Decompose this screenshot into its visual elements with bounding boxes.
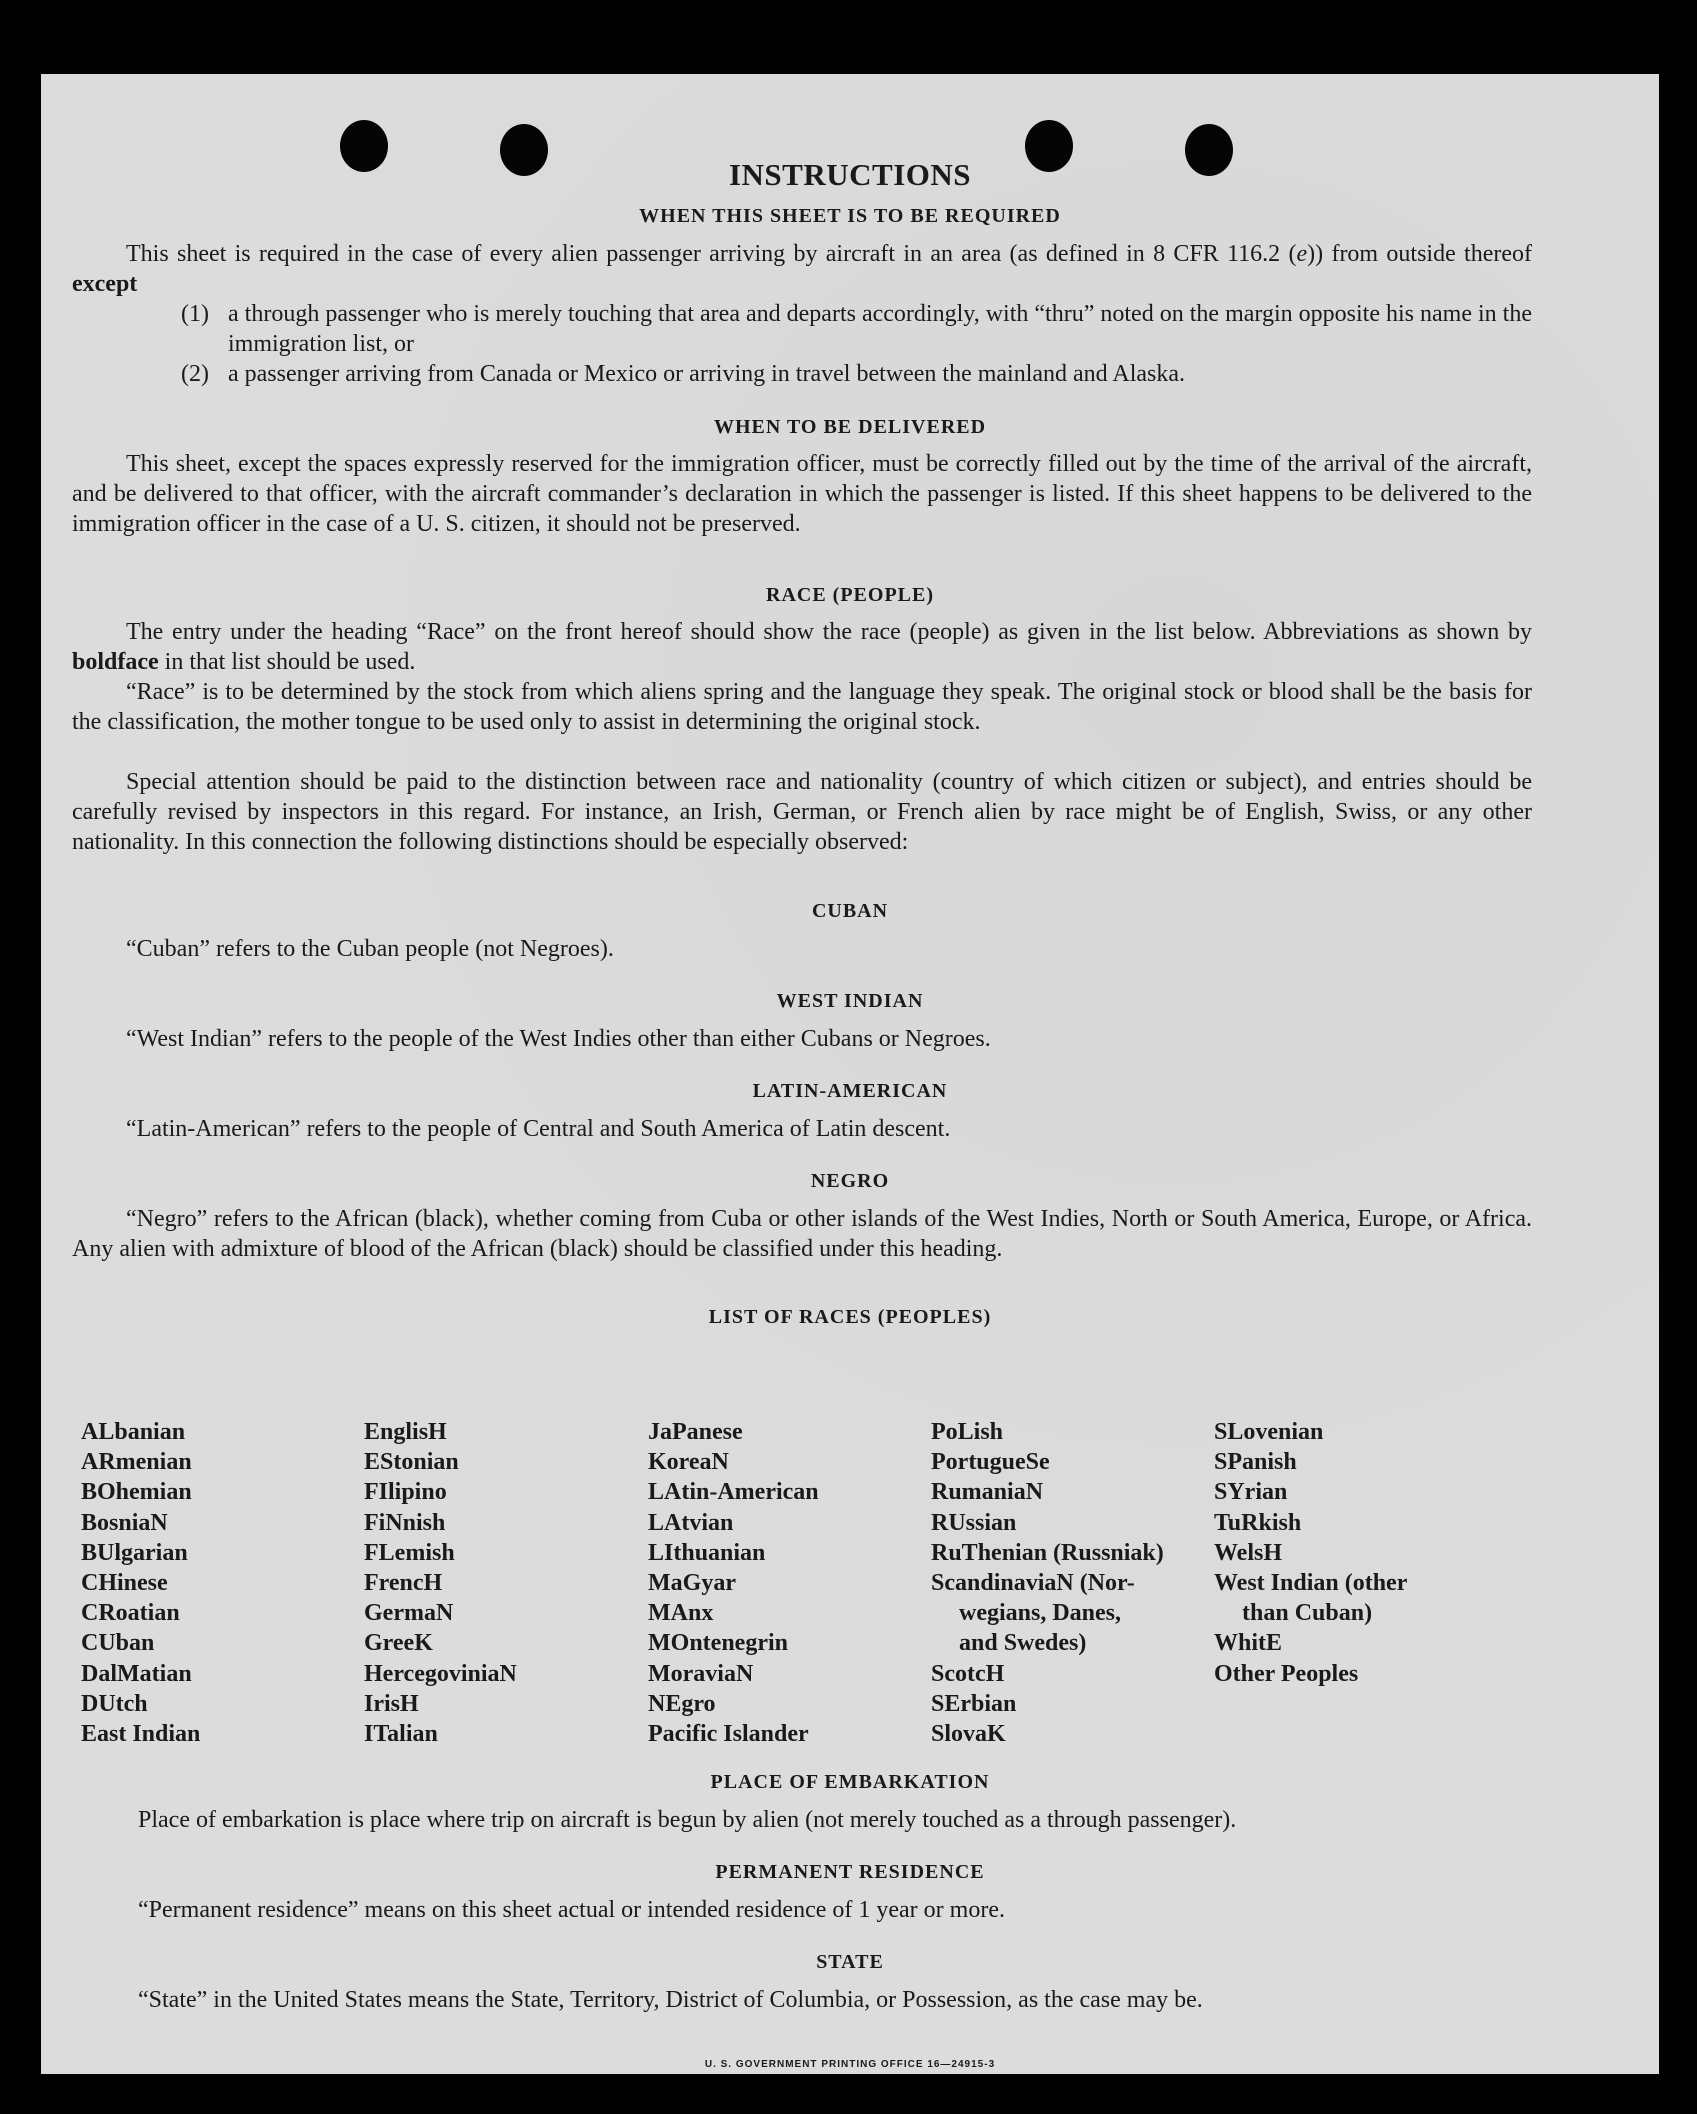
race-list-column-4 [931, 1417, 1164, 1749]
race-item: FiNnish [364, 1509, 446, 1536]
race-item: LAtin-American [648, 1479, 819, 1506]
paragraph-embarkation: Place of embarkation is place where trip on aircraft is begun by alien (not merely touched as a through passenger). [138, 1807, 1237, 1833]
paragraph-when-delivered: This sheet, except the spaces expressly reserved for the immigration officer, must be correctly filled out by the time of the arrival of the aircraft, and be delivered to that officer, with the aircraft commander’s declaration in which the passenger is listed. If this sheet happens to be delivered to the immigration officer in the case of a U. S. citizen, it should not be preserved. [72, 451, 1532, 537]
race-item: SYrian [1214, 1479, 1288, 1506]
paragraph-race-1: The entry under the heading “Race” on the front hereof should show the race (people) as given in the list below. Abbreviations as shown by boldface in that list should be used. [72, 619, 1532, 675]
race-item: ITalian [364, 1721, 438, 1748]
paragraph-state: “State” in the United States means the State, Territory, District of Columbia, or Possession, as the case may be. [138, 1987, 1203, 2013]
race-item: DalMatian [81, 1660, 192, 1687]
race-item: GreeK [364, 1630, 433, 1657]
paragraph-latin-american: “Latin-American” refers to the people of Central and South America of Latin descent. [126, 1116, 951, 1142]
race-item: MAnx [648, 1600, 714, 1627]
race-item: LAtvian [648, 1509, 734, 1536]
paragraph-when-required: This sheet is required in the case of every alien passenger arriving by aircraft in an area (as defined in 8 CFR 116.2 (e)) from outside thereof except [72, 241, 1533, 297]
race-item: FrencH [364, 1570, 443, 1597]
race-item: EStonian [364, 1449, 459, 1476]
race-item: wegians, Danes, [959, 1600, 1122, 1627]
paragraph-residence: “Permanent residence” means on this sheet actual or intended residence of 1 year or more. [138, 1897, 1005, 1923]
race-item: Pacific Islander [648, 1721, 809, 1748]
race-item: PoLish [931, 1419, 1004, 1445]
race-item: CHinese [81, 1570, 168, 1597]
race-item: BOhemian [81, 1479, 192, 1506]
race-item: RUssian [931, 1509, 1017, 1536]
race-list-column-2 [364, 1417, 517, 1749]
race-item: BUlgarian [81, 1539, 188, 1566]
paragraph-cuban: “Cuban” refers to the Cuban people (not Negroes). [126, 936, 614, 962]
race-item: FLemish [364, 1539, 455, 1566]
race-item: WhitE [1214, 1630, 1283, 1657]
race-item: CRoatian [81, 1600, 180, 1627]
list-item-2: (2) a passenger arriving from Canada or Mexico or arriving in travel between the mainland and Alaska. [181, 361, 1185, 387]
race-list-column-5 [1214, 1417, 1407, 1689]
race-item: SPanish [1214, 1449, 1297, 1476]
race-item: BosniaN [81, 1509, 168, 1536]
race-item: SErbian [931, 1690, 1017, 1717]
race-item: Other Peoples [1214, 1660, 1359, 1687]
race-item: HercegoviniaN [364, 1660, 517, 1687]
race-item: FIlipino [364, 1479, 447, 1506]
race-item: ARmenian [81, 1449, 192, 1476]
race-item: GermaN [364, 1600, 454, 1627]
paragraph-race-2: “Race” is to be determined by the stock from which aliens spring and the language they speak. The original stock or blood shall be the basis for the classification, the mother tongue to be used only to assist in determining the original stock. [72, 679, 1532, 735]
list-item-1: (1) a through passenger who is merely touching that area and departs accordingly, with “thru” noted on the margin opposite his name in the immigration list, or [181, 301, 1532, 357]
heading-latin-american: LATIN-AMERICAN [752, 1080, 948, 1102]
heading-state: STATE [816, 1951, 884, 1973]
race-item: and Swedes) [959, 1630, 1087, 1657]
heading-list-of-races: LIST OF RACES (PEOPLES) [708, 1306, 992, 1328]
document-sheet [41, 74, 1659, 2074]
heading-embarkation: PLACE OF EMBARKATION [710, 1771, 990, 1793]
race-item: West Indian (other [1214, 1570, 1408, 1597]
paragraph-west-indian: “West Indian” refers to the people of the West Indies other than either Cubans or Negroes. [126, 1026, 991, 1052]
race-item: EnglisH [364, 1419, 447, 1445]
race-item: MaGyar [648, 1570, 736, 1597]
page-title: INSTRUCTIONS [728, 157, 971, 192]
heading-when-required: WHEN THIS SHEET IS TO BE REQUIRED [639, 205, 1061, 227]
race-item: KoreaN [648, 1449, 729, 1476]
race-item: PortugueSe [931, 1449, 1050, 1476]
race-item: RuThenian (Russniak) [931, 1539, 1164, 1566]
race-item: East Indian [81, 1721, 201, 1748]
race-item: NEgro [648, 1690, 716, 1717]
race-list-column-1 [81, 1417, 200, 1749]
race-item: SlovaK [931, 1721, 1006, 1748]
race-item: than Cuban) [1242, 1600, 1373, 1627]
heading-west-indian: WEST INDIAN [776, 990, 924, 1012]
heading-when-delivered: WHEN TO BE DELIVERED [713, 416, 987, 438]
race-item: CUban [81, 1630, 155, 1657]
race-item: LIthuanian [648, 1539, 766, 1566]
paragraph-race-3: Special attention should be paid to the distinction between race and nationality (country of which citizen or subject), and entries should be carefully revised by inspectors in this regard. For instance, an Irish, German, or French alien by race might be of English, Swiss, or any other nationality. In this connection the following distinctions should be especially observed: [72, 769, 1532, 855]
race-item: SLovenian [1214, 1419, 1324, 1445]
race-item: IrisH [364, 1690, 419, 1717]
race-item: MoraviaN [648, 1660, 754, 1687]
race-list-column-3 [648, 1417, 819, 1749]
race-item: ScotcH [931, 1660, 1005, 1687]
heading-negro: NEGRO [810, 1170, 890, 1192]
race-item: MOntenegrin [648, 1630, 788, 1657]
printer-imprint: U. S. GOVERNMENT PRINTING OFFICE 16—24915-3 [704, 2059, 996, 2070]
race-item: JaPanese [648, 1419, 743, 1445]
race-item: TuRkish [1214, 1509, 1302, 1536]
race-item: RumaniaN [931, 1479, 1044, 1506]
race-item: WelsH [1214, 1539, 1283, 1566]
heading-cuban: CUBAN [811, 900, 889, 922]
heading-race: RACE (PEOPLE) [766, 584, 934, 606]
race-item: ALbanian [81, 1419, 186, 1445]
paragraph-negro: “Negro” refers to the African (black), whether coming from Cuba or other islands of the West Indies, North or South America, Europe, or Africa. Any alien with admixture of blood of the African (black) should be classified under this heading. [72, 1206, 1532, 1262]
heading-residence: PERMANENT RESIDENCE [715, 1861, 985, 1883]
race-item: DUtch [81, 1690, 148, 1717]
race-item: ScandinaviaN (Nor- [931, 1570, 1135, 1597]
